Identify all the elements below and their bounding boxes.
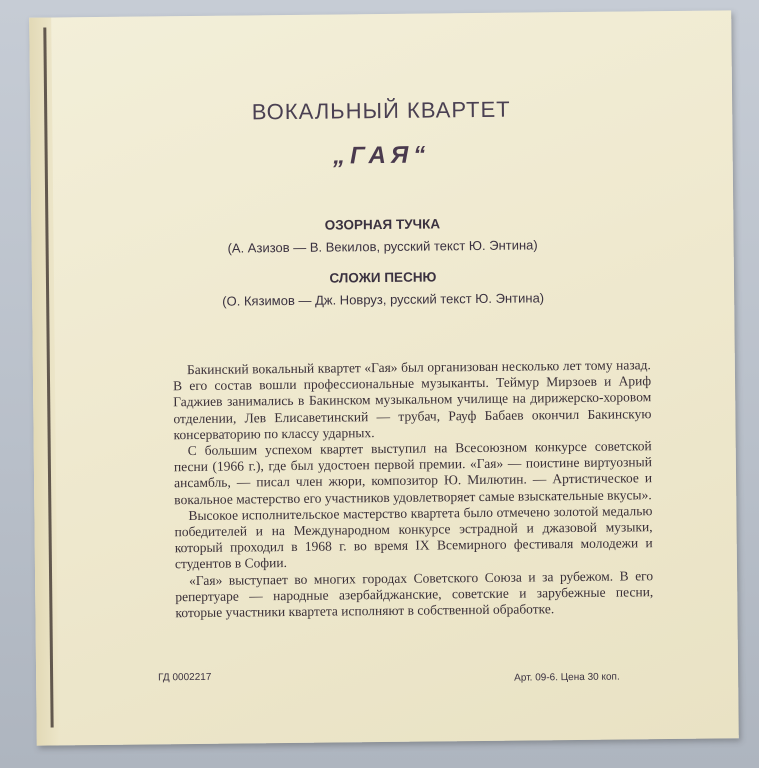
catalog-number: ГД 0002217	[158, 671, 212, 684]
liner-paragraph-1: Бакинский вокальный квартет «Гая» был организован несколько лет тому назад. В его состав вошли профессиональные музыканты. Теймур Мирзоев и Ариф Гаджиев занимались в Бакинском музыкальном училище на дирижерско-хоровом отделении, Лев Елисаветинский — трубач, Рауф Бабаев окончил Бакинскую консерваторию по классу ударных.	[172, 357, 652, 443]
song-credit-1: (А. Азизов — В. Векилов, русский текст Ю. Энтина)	[227, 237, 538, 256]
ensemble-name: „ГАЯ“	[332, 141, 431, 170]
liner-notes	[173, 357, 654, 621]
song-title-1: ОЗОРНАЯ ТУЧКА	[324, 216, 441, 233]
sleeve-content	[29, 10, 739, 745]
song-title-2: СЛОЖИ ПЕСНЮ	[329, 269, 437, 286]
record-sleeve	[29, 10, 739, 745]
liner-paragraph-3: Высокое исполнительское мастерство квартета было отмечено золотой медалью победителей и на Международном конкурсе эстрадной и джазовой музыки, который проходил в 1968 г. во время IX Всемирного фестиваля молодежи и студентов в Софии.	[174, 503, 653, 572]
song-credit-2: (О. Кязимов — Дж. Новруз, русский текст Ю. Энтина)	[222, 290, 545, 309]
liner-paragraph-4: «Гая» выступает во многих городах Советского Союза и за рубежом. В его репертуаре — народные азербайджанские, советские и зарубежные песни, которые участники квартета исполняют в собственной обработке.	[175, 567, 654, 621]
liner-paragraph-2: С большим успехом квартет выступил на Всесоюзном конкурсе советской песни (1966 г.), где был удостоен первой премии. «Гая» — поистине виртуозный ансамбль, — писал член жюри, композитор Ю. Милютин. — Артистическое и вокальное мастерство его участников удовлетворяет самые взыскательные вкусы».	[173, 438, 653, 507]
page-title: ВОКАЛЬНЫЙ КВАРТЕТ	[251, 96, 511, 125]
price-line: Арт. 09-6. Цена 30 коп.	[514, 671, 620, 684]
